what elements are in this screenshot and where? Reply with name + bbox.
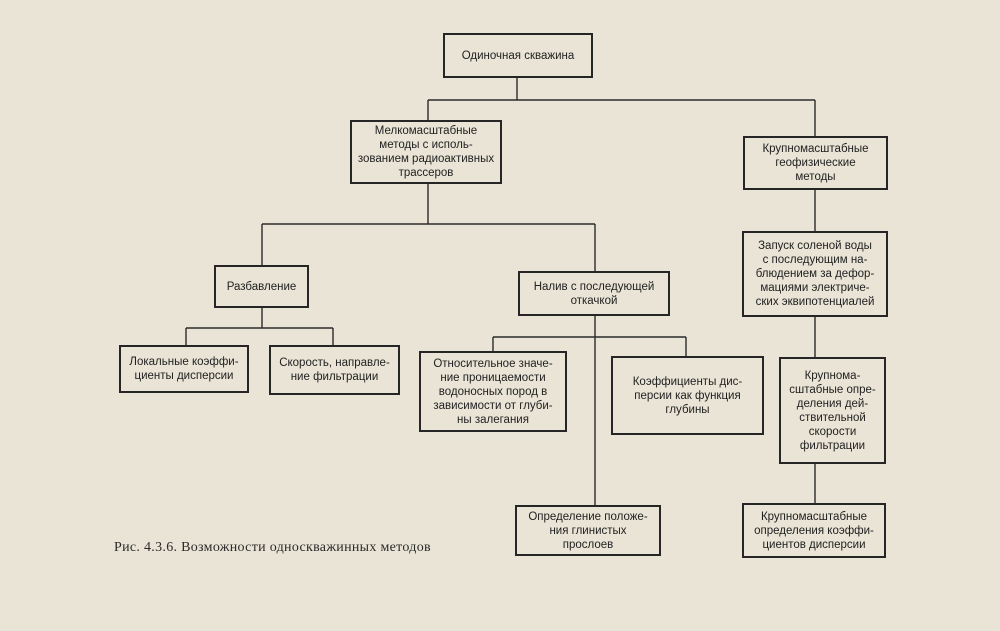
node-salt-water-launch: Запуск соленой воды с последующим на- блюдением за дефор- мациями электриче- ских эквипотенциалей — [742, 231, 888, 317]
node-relative-permeability: Относительное значе- ние проницаемости водоносных пород в зависимости от глуби- ны залегания — [419, 351, 567, 432]
node-dilution: Разбавление — [214, 265, 309, 308]
figure-caption: Рис. 4.3.6. Возможности односкважинных методов — [114, 540, 431, 555]
node-dispersion-vs-depth: Коэффициенты дис- персии как функция глубины — [611, 356, 764, 435]
node-large-scale-methods: Крупномасштабные геофизические методы — [743, 136, 888, 190]
node-filtration-velocity-direction: Скорость, направле- ние фильтрации — [269, 345, 400, 395]
node-single-well: Одиночная скважина — [443, 33, 593, 78]
node-large-scale-dispersion: Крупномасштабные определения коэффи- циентов дисперсии — [742, 503, 886, 558]
node-small-scale-methods: Мелкомасштабные методы с исполь- зованием радиоактивных трассеров — [350, 120, 502, 184]
node-local-dispersion-coefficients: Локальные коэффи- циенты дисперсии — [119, 345, 249, 393]
node-large-scale-velocity: Крупнома- сштабные опре- деления дей- ствительной скорости фильтрации — [779, 357, 886, 464]
node-clay-layers: Определение положе- ния глинистых прослоев — [515, 505, 661, 556]
node-injection-pumping: Налив с последующей откачкой — [518, 271, 670, 316]
